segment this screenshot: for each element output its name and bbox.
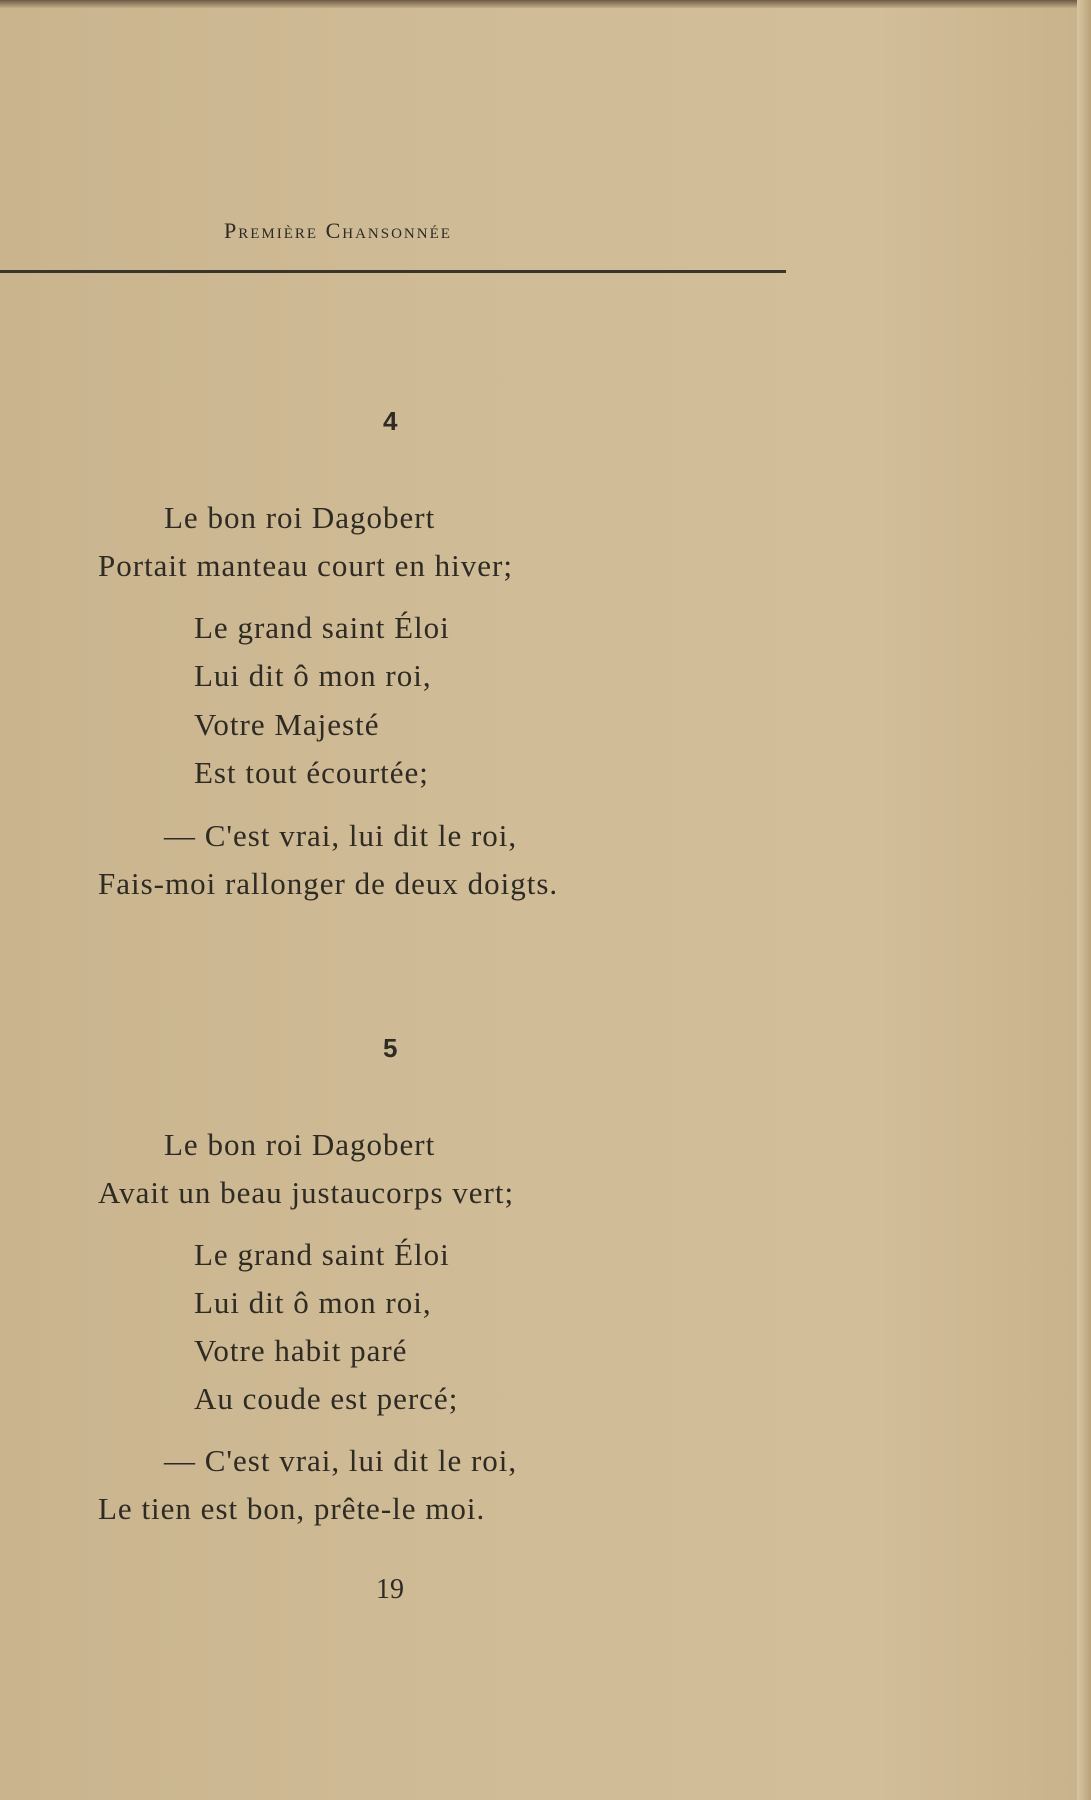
verse-line: Le grand saint Éloi: [194, 610, 450, 645]
stanza-number: 4: [383, 406, 398, 436]
header-rule: [0, 270, 786, 273]
verse-line: Votre Majesté: [194, 707, 380, 742]
verse-line: Lui dit ô mon roi,: [194, 1285, 432, 1320]
page-right-edge: [1077, 0, 1091, 1800]
verse-line: Fais-moi rallonger de deux doigts.: [98, 866, 559, 901]
stanza-number: 5: [383, 1033, 398, 1063]
running-header: Première Chansonnée: [224, 218, 452, 243]
verse-line: Portait manteau court en hiver;: [98, 548, 513, 583]
verse-line: Votre habit paré: [194, 1333, 408, 1368]
verse-line: Au coude est percé;: [194, 1381, 459, 1416]
verse-line: — C'est vrai, lui dit le roi,: [164, 818, 518, 853]
verse-line: Le grand saint Éloi: [194, 1237, 450, 1272]
verse-line: Le tien est bon, prête-le moi.: [98, 1491, 486, 1526]
page-number: 19: [376, 1574, 404, 1605]
verse-line: Lui dit ô mon roi,: [194, 658, 432, 693]
verse-line: Avait un beau justaucorps vert;: [98, 1175, 515, 1210]
verse-line: Le bon roi Dagobert: [164, 1127, 436, 1162]
page-top-edge: [0, 0, 1091, 8]
verse-line: Le bon roi Dagobert: [164, 500, 436, 535]
verse-line: Est tout écourtée;: [194, 755, 429, 790]
verse-line: — C'est vrai, lui dit le roi,: [164, 1443, 518, 1478]
